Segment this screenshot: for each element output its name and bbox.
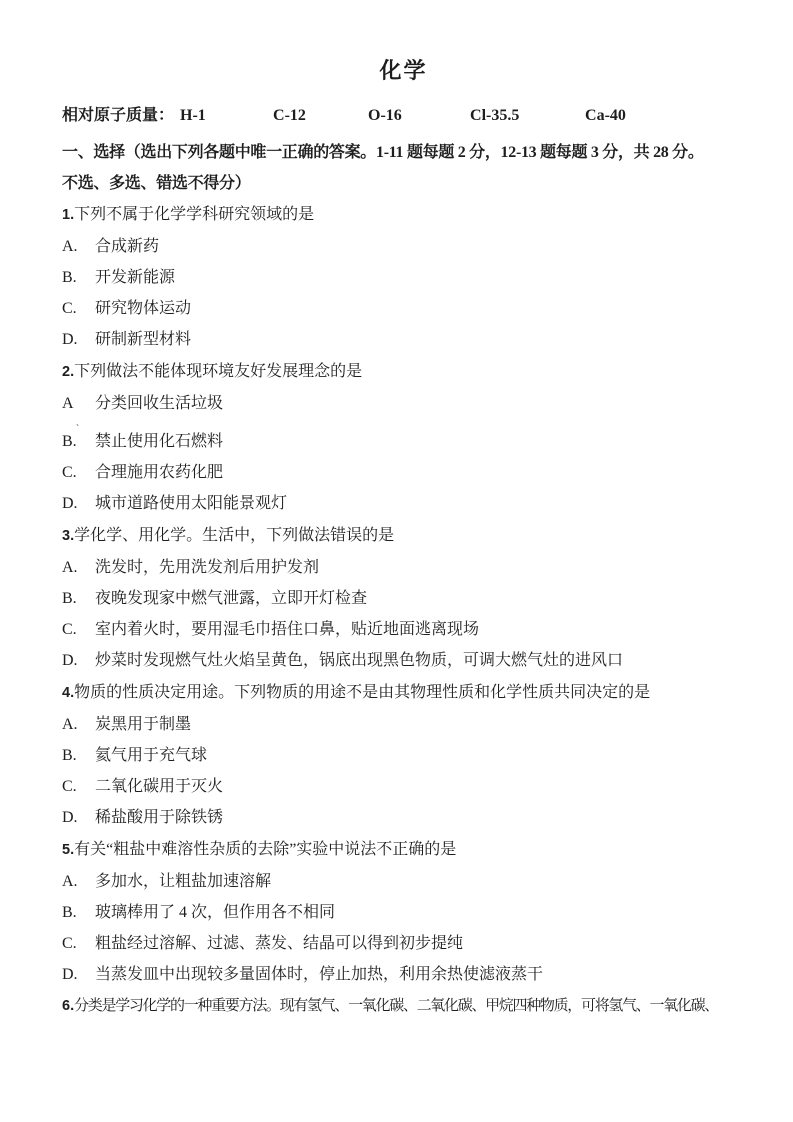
- option-label: C.: [62, 300, 77, 317]
- question-3-option-b: [62, 583, 745, 614]
- atomic-mass-label: 相对原子质量：: [62, 107, 175, 124]
- option-label: C.: [62, 778, 77, 795]
- question-4-option-c: [62, 771, 745, 802]
- option-text: 合理施用农药化肥: [95, 464, 224, 481]
- question-number: 5.: [62, 842, 75, 858]
- question-5-option-a: [62, 866, 745, 897]
- atomic-mass-item-h: H-1: [180, 107, 206, 124]
- question-4-option-a: [62, 709, 745, 740]
- option-label: B.: [62, 904, 77, 921]
- option-text: 室内着火时，要用湿毛巾捂住口鼻，贴近地面逃离现场: [95, 621, 480, 638]
- option-label: A.: [62, 559, 78, 576]
- question-6-stem: [62, 991, 745, 1022]
- stray-mark-glyph: 、: [76, 418, 84, 427]
- option-text: 炒菜时发现燃气灶火焰呈黄色，锅底出现黑色物质，可调大燃气灶的进风口: [95, 652, 624, 669]
- page-title: 化学: [379, 58, 428, 83]
- option-text: 二氧化碳用于灭火: [95, 778, 224, 795]
- option-label: A: [62, 395, 74, 412]
- atomic-mass-row: [62, 102, 745, 129]
- question-4: [62, 677, 745, 833]
- question-number: 4.: [62, 685, 75, 701]
- question-1-option-a: [62, 231, 745, 262]
- option-text: 研制新型材料: [95, 331, 192, 348]
- atomic-mass-item-o: O-16: [368, 107, 402, 124]
- question-3-option-d: [62, 645, 745, 676]
- option-text: 玻璃棒用了 4 次，但作用各不相同: [95, 904, 336, 921]
- atomic-mass-item-c: C-12: [273, 107, 306, 124]
- question-3-option-c: [62, 614, 745, 645]
- option-text: 开发新能源: [95, 269, 176, 286]
- question-2-option-a: [62, 388, 745, 419]
- question-number: 3.: [62, 528, 75, 544]
- option-text: 多加水，让粗盐加速溶解: [95, 873, 272, 890]
- question-4-option-d: [62, 802, 745, 833]
- option-text: 夜晚发现家中燃气泄露，立即开灯检查: [95, 590, 368, 607]
- question-5-option-c: [62, 928, 745, 959]
- option-text: 粗盐经过溶解、过滤、蒸发、结晶可以得到初步提纯: [95, 935, 464, 952]
- option-label: C.: [62, 464, 77, 481]
- option-label: D.: [62, 966, 78, 983]
- question-list: [62, 199, 745, 1022]
- option-label: C.: [62, 935, 77, 952]
- option-label: D.: [62, 331, 78, 348]
- option-text: 分类回收生活垃圾: [95, 395, 224, 412]
- question-text: 分类是学习化学的一种重要方法。现有氢气、一氧化碳、二氧化碳、甲烷四种物质，可将氢气、一氧化碳、: [74, 998, 718, 1014]
- question-1-option-b: [62, 262, 745, 293]
- option-text: 氦气用于充气球: [95, 747, 208, 764]
- question-1-option-c: [62, 293, 745, 324]
- section-heading-line2: 不选、多选、错选不得分）: [62, 175, 251, 192]
- option-text: 炭黑用于制墨: [95, 716, 192, 733]
- option-text: 洗发时，先用洗发剂后用护发剂: [95, 559, 320, 576]
- option-label: A.: [62, 873, 78, 890]
- question-5-option-b: [62, 897, 745, 928]
- option-text: 合成新药: [95, 238, 160, 255]
- section-heading-line1: 一、选择（选出下列各题中唯一正确的答案。1-11 题每题 2 分，12-13 题每题 3 分，共 28 分。: [62, 144, 704, 161]
- question-5-option-d: [62, 959, 745, 990]
- question-4-stem: [62, 677, 745, 709]
- option-label: C.: [62, 621, 77, 638]
- question-3-option-a: [62, 552, 745, 583]
- question-4-option-b: [62, 740, 745, 771]
- question-text: 下列不属于化学学科研究领域的是: [74, 206, 315, 223]
- option-text: 研究物体运动: [95, 300, 192, 317]
- question-2-option-c: [62, 457, 745, 488]
- atomic-mass-item-ca: Ca-40: [585, 107, 626, 124]
- option-label: B.: [62, 747, 77, 764]
- question-text: 物质的性质决定用途。下列物质的用途不是由其物理性质和化学性质共同决定的是: [74, 684, 651, 701]
- section-heading: [62, 137, 745, 199]
- question-1-stem: [62, 199, 745, 231]
- option-label: B.: [62, 590, 77, 607]
- question-2-stem: [62, 356, 745, 388]
- option-label: D.: [62, 652, 78, 669]
- question-number: 1.: [62, 207, 75, 223]
- question-text: 有关“粗盐中难溶性杂质的去除”实验中说法不正确的是: [74, 841, 457, 858]
- option-label: D.: [62, 495, 78, 512]
- option-text: 城市道路使用太阳能景观灯: [95, 495, 288, 512]
- question-text: 下列做法不能体现环境友好发展理念的是: [74, 363, 363, 380]
- question-3-stem: [62, 520, 745, 552]
- question-6: [62, 991, 745, 1022]
- option-label: A.: [62, 238, 78, 255]
- question-1: [62, 199, 745, 355]
- question-number: 2.: [62, 364, 75, 380]
- option-text: 禁止使用化石燃料: [95, 433, 224, 450]
- question-2: [62, 356, 745, 519]
- question-text: 学化学、用化学。生活中，下列做法错误的是: [74, 527, 395, 544]
- option-label: B.: [62, 269, 77, 286]
- option-text: 稀盐酸用于除铁锈: [95, 809, 224, 826]
- atomic-mass-item-cl: Cl-35.5: [470, 107, 520, 124]
- question-2-option-b: [62, 426, 745, 457]
- question-2-option-d: [62, 488, 745, 519]
- question-number: 6.: [62, 998, 75, 1014]
- option-label: D.: [62, 809, 78, 826]
- option-label: B.: [62, 433, 77, 450]
- option-text: 当蒸发皿中出现较多量固体时，停止加热，利用余热使滤液蒸干: [95, 966, 544, 983]
- question-1-option-d: [62, 324, 745, 355]
- question-3: [62, 520, 745, 676]
- question-5-stem: [62, 834, 745, 866]
- question-5: [62, 834, 745, 990]
- option-label: A.: [62, 716, 78, 733]
- stray-mark: [62, 419, 745, 426]
